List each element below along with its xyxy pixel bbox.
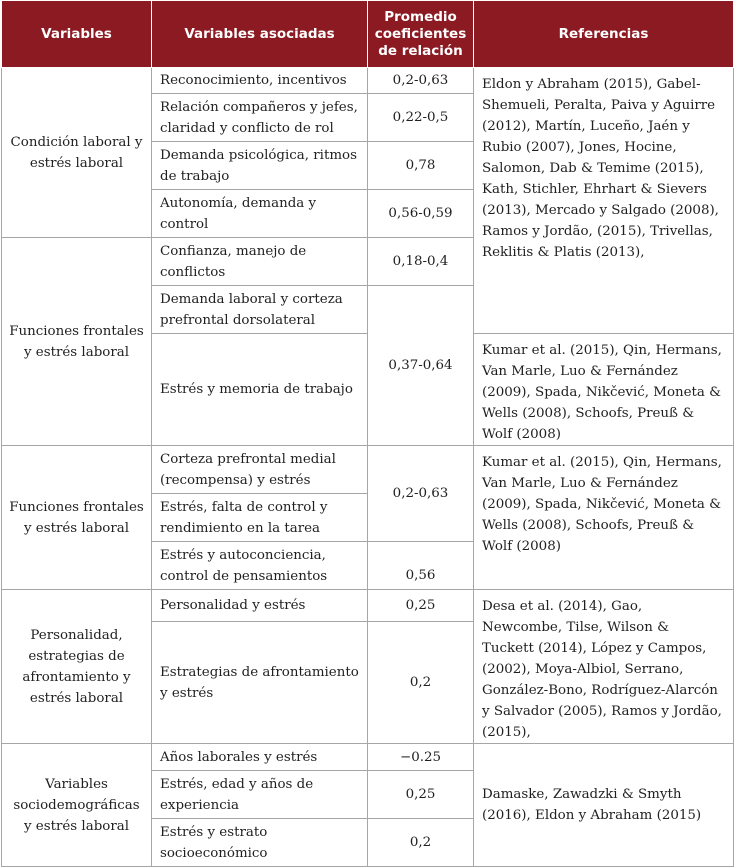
references-cell: Desa et al. (2014), Gao, Newcombe, Tilse, Wilson & Tuckett (2014), López y Campos, (2002), Moya-Albiol, Serrano, González-Bono, Rodríguez-Alarcón y Salvador (2005), Ramos y Jordão, (2015), bbox=[474, 590, 734, 744]
group-label: Variables sociodemográficas y estrés laboral bbox=[2, 744, 152, 867]
group-label: Personalidad, estrategias de afrontamiento y estrés laboral bbox=[2, 590, 152, 744]
coefficient-value: 0,25 bbox=[368, 590, 474, 622]
coefficient-value: 0,2-0,63 bbox=[368, 68, 474, 94]
associated-variable: Estrés, edad y años de experiencia bbox=[152, 771, 368, 819]
table-row bbox=[2, 68, 734, 94]
associated-variable: Años laborales y estrés bbox=[152, 744, 368, 771]
stress-variables-table bbox=[1, 0, 734, 867]
coefficient-value: 0,22-0,5 bbox=[368, 94, 474, 142]
associated-variable: Confianza, manejo de conflictos bbox=[152, 238, 368, 286]
coefficient-value: 0,25 bbox=[368, 771, 474, 819]
associated-variable: Estrés y memoria de trabajo bbox=[152, 334, 368, 446]
group-label: Funciones frontales y estrés laboral bbox=[2, 446, 152, 590]
associated-variable: Autonomía, demanda y control bbox=[152, 190, 368, 238]
associated-variable: Reconocimiento, incentivos bbox=[152, 68, 368, 94]
group-label: Funciones frontales y estrés laboral bbox=[2, 238, 152, 446]
coefficient-value: 0,2-0,63 bbox=[368, 446, 474, 542]
table-row bbox=[2, 446, 734, 494]
header-variables: Variables bbox=[2, 1, 152, 68]
coefficient-value: 0,18-0,4 bbox=[368, 238, 474, 286]
header-row bbox=[2, 1, 734, 68]
header-referencias: Referencias bbox=[474, 1, 734, 68]
header-promedio: Promedio coeficientes de relación bbox=[368, 1, 474, 68]
associated-variable: Estrés y autoconciencia, control de pensamientos bbox=[152, 542, 368, 590]
references-cell: Kumar et al. (2015), Qin, Hermans, Van Marle, Luo & Fernández (2009), Spada, Nikčević, Moneta & Wells (2008), Schoofs, Preuß & Wolf (2008) bbox=[474, 334, 734, 446]
coefficient-value: 0,56-0,59 bbox=[368, 190, 474, 238]
associated-variable: Estrategias de afrontamiento y estrés bbox=[152, 622, 368, 744]
group-label: Condición laboral y estrés laboral bbox=[2, 68, 152, 238]
table-row bbox=[2, 590, 734, 622]
associated-variable: Demanda laboral y corteza prefrontal dorsolateral bbox=[152, 286, 368, 334]
references-cell: Eldon y Abraham (2015), Gabel-Shemueli, Peralta, Paiva y Aguirre (2012), Martín, Luceño, Jaén y Rubio (2007), Jones, Hocine, Salomon, Dab & Temime (2015), Kath, Stichler, Ehrhart & Sievers (2013), Mercado y Salgado (2008), Ramos y Jordão, (2015), Trivellas, Reklitis & Platis (2013), bbox=[474, 68, 734, 334]
coefficient-value: 0,2 bbox=[368, 622, 474, 744]
associated-variable: Demanda psicológica, ritmos de trabajo bbox=[152, 142, 368, 190]
coefficient-value: 0,2 bbox=[368, 819, 474, 867]
table-row bbox=[2, 744, 734, 771]
coefficient-value: 0,56 bbox=[368, 542, 474, 590]
associated-variable: Estrés y estrato socioeconómico bbox=[152, 819, 368, 867]
header-variables-asociadas: Variables asociadas bbox=[152, 1, 368, 68]
associated-variable: Corteza prefrontal medial (recompensa) y estrés bbox=[152, 446, 368, 494]
coefficient-value: 0,78 bbox=[368, 142, 474, 190]
associated-variable: Estrés, falta de control y rendimiento en la tarea bbox=[152, 494, 368, 542]
coefficient-value: −0.25 bbox=[368, 744, 474, 771]
references-cell: Kumar et al. (2015), Qin, Hermans, Van Marle, Luo & Fernández (2009), Spada, Nikčević, Moneta & Wells (2008), Schoofs, Preuß & Wolf (2008) bbox=[474, 446, 734, 590]
coefficient-value: 0,37-0,64 bbox=[368, 286, 474, 446]
references-cell: Damaske, Zawadzki & Smyth (2016), Eldon y Abraham (2015) bbox=[474, 744, 734, 867]
associated-variable: Personalidad y estrés bbox=[152, 590, 368, 622]
associated-variable: Relación compañeros y jefes, claridad y conflicto de rol bbox=[152, 94, 368, 142]
